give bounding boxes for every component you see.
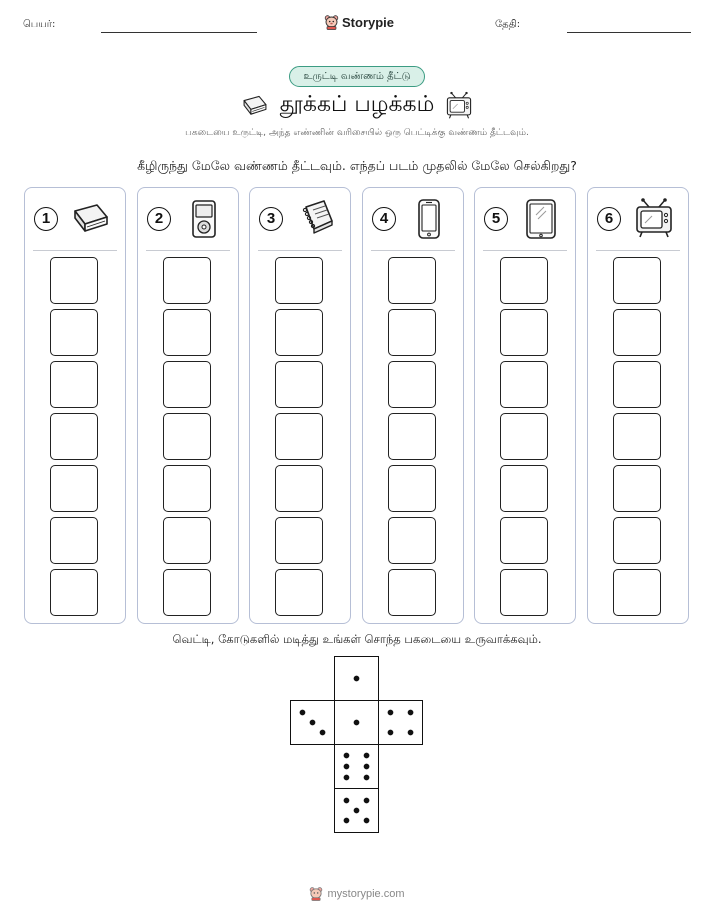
color-box[interactable] [500, 569, 548, 616]
music-player-icon [182, 197, 226, 241]
footer [0, 886, 714, 901]
color-box[interactable] [163, 569, 211, 616]
color-box[interactable] [500, 517, 548, 564]
name-line [101, 32, 257, 33]
column-header [588, 188, 688, 250]
column-number: 5 [484, 207, 508, 231]
color-box[interactable] [613, 569, 661, 616]
cut-instruction: வெட்டி, கோடுகளில் மடித்து உங்கள் சொந்த பகடையை உருவாக்கவும். [172, 632, 542, 646]
column-5 [474, 187, 576, 624]
column-header [138, 188, 238, 250]
instruction: கீழிருந்து மேலே வண்ணம் தீட்டவும். எந்தப் படம் முதலில் மேலே செல்கிறது? [137, 158, 577, 173]
die-face-4 [378, 700, 423, 745]
color-box[interactable] [500, 361, 548, 408]
color-box[interactable] [163, 465, 211, 512]
name-label: பெயர்: [23, 19, 56, 30]
column-1 [24, 187, 126, 624]
die-face-5 [334, 788, 379, 833]
column-number: 3 [259, 207, 283, 231]
color-box[interactable] [50, 309, 98, 356]
title-row [0, 91, 714, 121]
color-box[interactable] [613, 257, 661, 304]
storypie-mascot-icon [309, 886, 323, 901]
color-box[interactable] [275, 465, 323, 512]
color-box[interactable] [500, 465, 548, 512]
die-face-1-center [334, 700, 379, 745]
die-face-1-top [334, 656, 379, 701]
date-line [567, 32, 691, 33]
smartphone-icon [407, 197, 451, 241]
color-box[interactable] [50, 465, 98, 512]
color-box[interactable] [388, 309, 436, 356]
color-box[interactable] [500, 309, 548, 356]
color-box[interactable] [275, 413, 323, 460]
color-box[interactable] [163, 361, 211, 408]
color-box[interactable] [388, 257, 436, 304]
color-box[interactable] [50, 517, 98, 564]
column-2 [137, 187, 239, 624]
brand-logo [324, 14, 394, 30]
color-box[interactable] [388, 517, 436, 564]
die-face-3 [290, 700, 335, 745]
column-number: 1 [34, 207, 58, 231]
color-box[interactable] [163, 413, 211, 460]
activity-badge: உருட்டி வண்ணம் தீட்டு [289, 66, 425, 87]
color-box[interactable] [50, 569, 98, 616]
color-box[interactable] [613, 309, 661, 356]
die-face-6 [334, 744, 379, 789]
column-4 [362, 187, 464, 624]
column-header [250, 188, 350, 250]
color-box[interactable] [388, 413, 436, 460]
color-box[interactable] [613, 413, 661, 460]
column-number: 4 [372, 207, 396, 231]
column-header [25, 188, 125, 250]
brand-name: Storypie [342, 14, 395, 30]
column-6 [587, 187, 689, 624]
color-box[interactable] [613, 361, 661, 408]
color-box[interactable] [388, 361, 436, 408]
color-box[interactable] [275, 569, 323, 616]
storypie-mascot-icon [324, 14, 339, 30]
color-box[interactable] [50, 257, 98, 304]
color-box[interactable] [275, 517, 323, 564]
color-box[interactable] [163, 517, 211, 564]
color-box[interactable] [163, 257, 211, 304]
column-number: 2 [147, 207, 171, 231]
color-box[interactable] [613, 517, 661, 564]
color-box[interactable] [613, 465, 661, 512]
column-header [475, 188, 575, 250]
color-box[interactable] [500, 257, 548, 304]
color-box[interactable] [163, 309, 211, 356]
column-3 [249, 187, 351, 624]
color-box[interactable] [275, 309, 323, 356]
page-title: தூக்கப் பழக்கம் [279, 92, 435, 117]
tablet-icon [519, 197, 563, 241]
color-box[interactable] [275, 257, 323, 304]
column-number: 6 [597, 207, 621, 231]
color-box[interactable] [275, 361, 323, 408]
date-label: தேதி: [495, 19, 521, 30]
color-box[interactable] [500, 413, 548, 460]
notebook-icon [294, 197, 338, 241]
color-box[interactable] [50, 361, 98, 408]
book-icon [240, 91, 270, 121]
subtitle: பகடையை உருட்டி, அந்த எண்ணின் வரிசையில் ஒரு பெட்டிக்கு வண்ணம் தீட்டவும். [185, 128, 529, 138]
television-icon [632, 197, 676, 241]
color-box[interactable] [388, 569, 436, 616]
television-icon [444, 91, 474, 121]
color-box[interactable] [388, 465, 436, 512]
footer-url: mystorypie.com [327, 887, 405, 900]
color-box[interactable] [50, 413, 98, 460]
column-header [363, 188, 463, 250]
book-icon [69, 197, 113, 241]
